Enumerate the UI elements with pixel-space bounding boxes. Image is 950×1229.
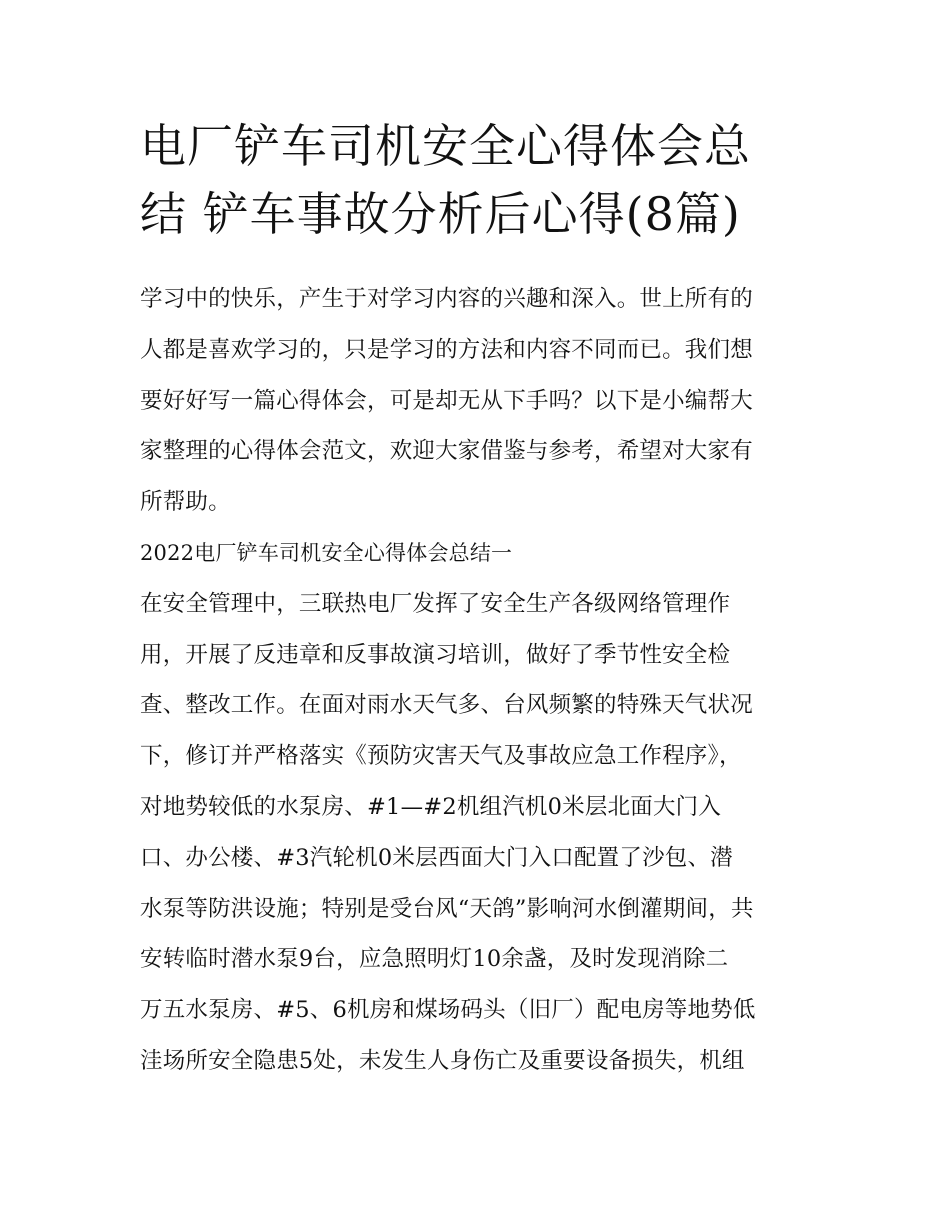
section-line: 万五水泵房、#5、6机房和煤场码头（旧厂）配电房等地势低 [140, 997, 756, 1024]
title-line: 结 铲车事故分析后心得(8篇) [140, 187, 741, 241]
intro-line: 人都是喜欢学习的，只是学习的方法和内容不同而已。我们想 [140, 336, 753, 363]
document-title [140, 112, 812, 248]
title-line: 电厂铲车司机安全心得体会总 [140, 119, 751, 173]
intro-line: 要好好写一篇心得体会，可是却无从下手吗？以下是小编帮大 [140, 387, 753, 414]
section-line: 水泵等防洪设施；特别是受台风“天鸽”影响河水倒灌期间，共 [140, 895, 754, 922]
document-body [140, 274, 812, 1087]
intro-line: 学习中的快乐，产生于对学习内容的兴趣和深入。世上所有的 [140, 286, 753, 312]
section-line: 下，修订并严格落实《预防灾害天气及事故应急工作程序》， [140, 743, 742, 770]
section-line: 安转临时潜水泵9台，应急照明灯10余盏，及时发现消除二 [140, 946, 729, 973]
section-line: 查、整改工作。在面对雨水天气多、台风频繁的特殊天气状况 [140, 692, 753, 719]
section-line: 用，开展了反违章和反事故演习培训，做好了季节性安全检 [140, 641, 731, 668]
document-page [140, 112, 812, 1087]
section-line: 在安全管理中，三联热电厂发挥了安全生产各级网络管理作 [140, 590, 731, 617]
section-line: 口、办公楼、#3汽轮机0米层西面大门入口配置了沙包、潜 [140, 844, 733, 871]
section-line: 对地势较低的水泵房、#1—#2机组汽机0米层北面大门入 [140, 793, 722, 820]
section-heading: 2022电厂铲车司机安全心得体会总结一 [140, 540, 513, 565]
section-line: 洼场所安全隐患5处，未发生人身伤亡及重要设备损失，机组 [140, 1047, 745, 1074]
intro-line: 所帮助。 [140, 489, 231, 516]
intro-line: 家整理的心得体会范文，欢迎大家借鉴与参考，希望对大家有 [140, 438, 753, 465]
